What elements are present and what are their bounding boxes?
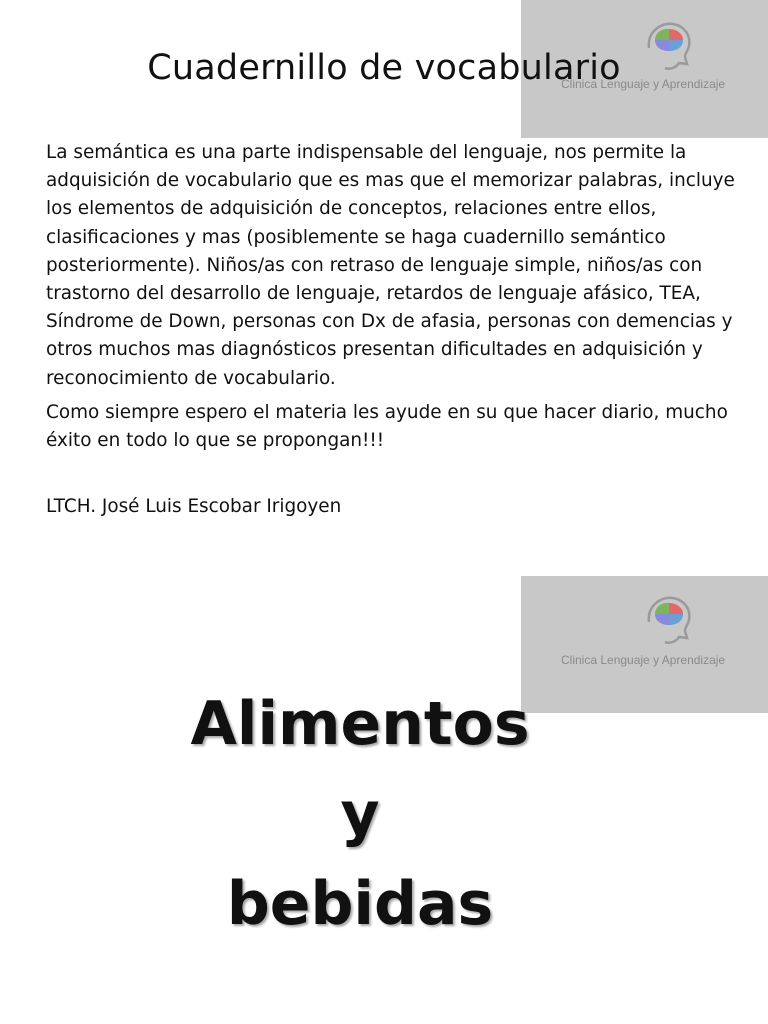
author-signature: LTCH. José Luis Escobar Irigoyen [46, 496, 342, 517]
closing-paragraph: Como siempre espero el materia les ayude en su que hacer diario, mucho éxito en todo lo que se propongan!!! [46, 401, 728, 452]
section-title-line: y [340, 779, 380, 849]
slide-section-title [0, 576, 768, 1024]
brain-head-icon [639, 592, 695, 648]
page-title: Cuadernillo de vocabulario [147, 48, 621, 88]
section-title-line: Alimentos [190, 689, 530, 759]
section-title [0, 679, 720, 949]
logo-text: Clinica Lenguaje y Aprendizaje [561, 653, 726, 667]
logo-text: Clinica Lenguaje y Aprendizaje [561, 77, 726, 91]
intro-paragraph: La semántica es una parte indispensable del lenguaje, nos permite la adquisición de vocabulario que es mas que el memorizar palabras, incluye los elementos de adquisición de conceptos, relaciones entre ellos, clasificaciones y mas (posiblemente se haga cuadernillo semántico posteriormente). Niños/as con retraso de lenguaje simple, niños/as con trastorno del desarrollo de lenguaje, retardos de lenguaje afásico, TEA, Síndrome de Down, personas con Dx de afasia, personas con demencias y otros muchos mas diagnósticos presentan dificultades en adquisición y reconocimiento de vocabulario. [46, 142, 735, 389]
section-title-line: bebidas [226, 869, 494, 939]
intro-text [46, 139, 736, 461]
